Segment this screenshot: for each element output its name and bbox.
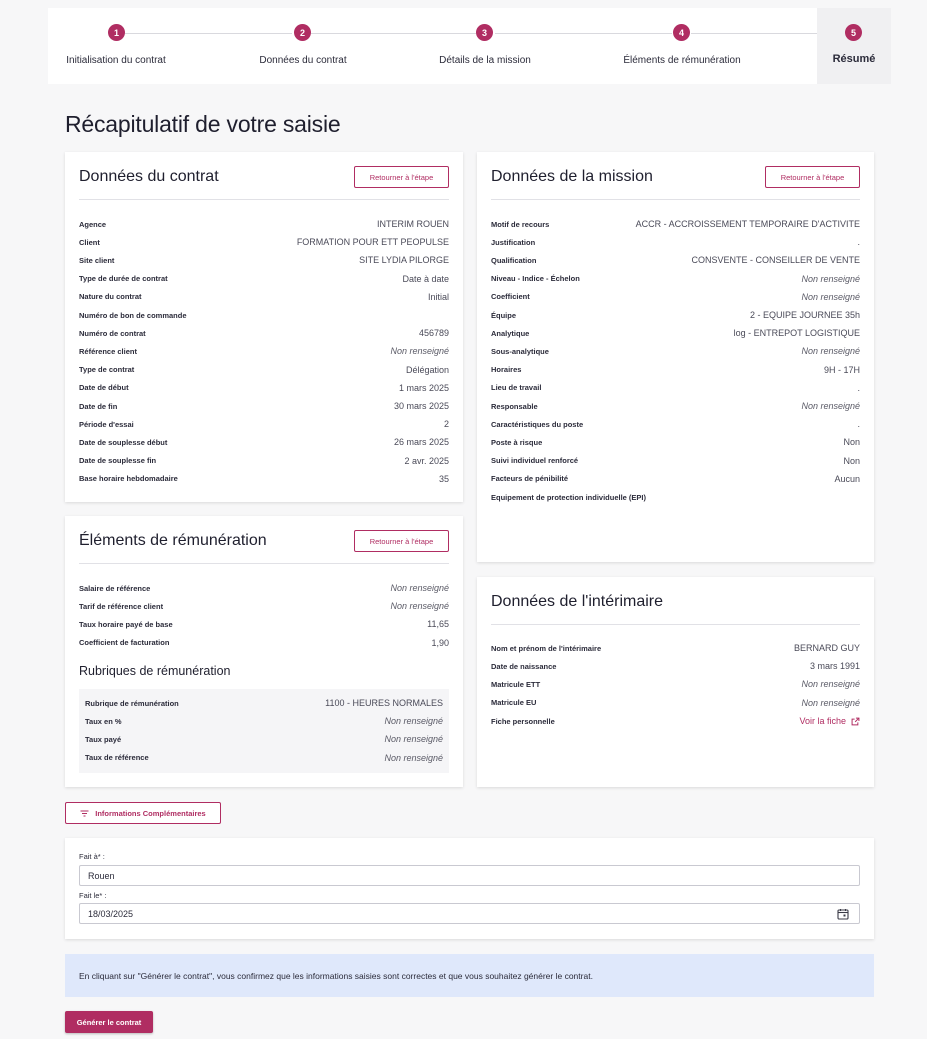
step-1[interactable] — [48, 8, 188, 84]
stepper — [48, 8, 891, 84]
mission-card — [477, 152, 874, 562]
info-row — [79, 344, 449, 358]
info-row-label: Coefficient — [491, 292, 530, 302]
rubriques-title: Rubriques de rémunération — [79, 664, 231, 678]
calendar-icon[interactable] — [837, 908, 849, 920]
step-number: 4 — [673, 24, 690, 41]
info-row-value: 3 mars 1991 — [809, 661, 860, 672]
divider — [79, 199, 449, 200]
fait-a-input[interactable] — [79, 865, 860, 886]
step-number: 3 — [476, 24, 493, 41]
step-2[interactable] — [233, 8, 373, 84]
info-row — [491, 454, 860, 468]
info-row-label: Date de naissance — [491, 661, 557, 671]
info-row — [79, 253, 449, 267]
info-row-label: Salaire de référence — [79, 583, 151, 593]
info-row-label: Horaires — [491, 365, 522, 375]
info-row-value: 30 mars 2025 — [393, 401, 449, 411]
info-row-label: Type de contrat — [79, 365, 135, 375]
info-row — [491, 235, 860, 249]
info-row-label: Matricule ETT — [491, 679, 541, 689]
info-row-label: Justification — [491, 237, 536, 247]
info-row — [79, 272, 449, 286]
info-row — [85, 714, 443, 728]
info-row — [491, 381, 860, 395]
fait-le-value: 18/03/2025 — [88, 908, 134, 919]
info-row-value: Non renseigné — [801, 273, 860, 284]
info-row-label: Sous-analytique — [491, 346, 549, 356]
info-row — [491, 417, 860, 431]
external-link-icon — [851, 717, 860, 726]
additional-info-button[interactable] — [65, 802, 221, 824]
info-row-label: Qualification — [491, 255, 537, 265]
info-row-value: 1,90 — [431, 637, 449, 648]
card-title: Éléments de rémunération — [79, 532, 267, 549]
divider — [491, 624, 860, 625]
info-row-label: Matricule EU — [491, 698, 537, 708]
info-row — [79, 326, 449, 340]
info-row — [79, 290, 449, 304]
info-row-label: Numéro de contrat — [79, 328, 146, 338]
info-row — [491, 677, 860, 691]
info-row-label: Taux de référence — [85, 753, 149, 763]
info-row — [79, 581, 449, 595]
info-row-label: Nature du contrat — [79, 292, 142, 302]
info-row-label: Caractéristiques du poste — [491, 419, 584, 429]
info-row — [79, 363, 449, 377]
info-row-value: FORMATION POUR ETT PEOPULSE — [296, 237, 449, 248]
info-row-value: log - ENTREPOT LOGISTIQUE — [733, 328, 860, 339]
info-row-label: Date de souplesse début — [79, 437, 168, 447]
fait-le-date-input[interactable] — [79, 903, 860, 924]
fait-a-value: Rouen — [88, 870, 115, 881]
info-row-value: 11,65 — [427, 619, 449, 630]
info-row-label: Niveau - Indice - Échelon — [491, 274, 580, 284]
view-sheet-link-text: Voir la fiche — [799, 716, 846, 726]
card-title: Données du contrat — [79, 168, 219, 185]
info-row — [491, 641, 860, 655]
info-row — [491, 696, 860, 710]
info-row-value: Non — [843, 455, 860, 466]
info-row-value: Non renseigné — [390, 346, 449, 357]
info-row — [85, 732, 443, 746]
info-row-label: Équipe — [491, 310, 517, 320]
info-row-label: Client — [79, 237, 100, 247]
info-row-value: Aucun — [834, 473, 860, 484]
step-number: 5 — [845, 24, 862, 41]
info-row-value: Non renseigné — [801, 291, 860, 302]
card-title: Données de l'intérimaire — [491, 593, 664, 610]
info-row-value: Initial — [427, 291, 449, 302]
contract-card — [65, 152, 463, 502]
info-row-label: Lieu de travail — [491, 383, 542, 393]
rubriques-box — [79, 689, 449, 773]
info-row — [491, 217, 860, 231]
info-row — [491, 435, 860, 449]
info-row-value: 2 — [443, 419, 449, 430]
info-row-value: 2 - EQUIPE JOURNEE 35h — [749, 310, 860, 320]
info-row-label: Type de durée de contrat — [79, 274, 168, 284]
divider — [491, 199, 860, 200]
info-row-value: . — [857, 419, 860, 430]
back-to-step-button[interactable]: Retourner à l'étape — [354, 166, 449, 188]
fiche-label: Fiche personnelle — [491, 716, 555, 726]
info-row-value: . — [857, 382, 860, 393]
info-row-value: Non renseigné — [390, 601, 449, 612]
info-row — [79, 399, 449, 413]
info-row — [491, 272, 860, 286]
info-row — [491, 253, 860, 267]
info-row — [79, 417, 449, 431]
info-row-label: Taux en % — [85, 716, 122, 726]
info-row-label: Site client — [79, 255, 115, 265]
back-to-step-button[interactable]: Retourner à l'étape — [354, 530, 449, 552]
info-row-value: 456789 — [418, 328, 449, 339]
card-title: Données de la mission — [491, 168, 653, 185]
info-row-label: Date de souplesse fin — [79, 456, 157, 466]
info-row — [79, 617, 449, 631]
confirmation-notice: En cliquant sur "Générer le contrat", vous confirmez que les informations saisies sont correctes et que vous souhaitez générer le contrat. — [65, 954, 874, 997]
info-row — [491, 490, 860, 504]
info-row-label: Responsable — [491, 401, 538, 411]
page-title: Récapitulatif de votre saisie — [65, 111, 341, 137]
info-row-label: Poste à risque — [491, 437, 543, 447]
info-row-value: Non renseigné — [384, 752, 443, 763]
info-row — [79, 217, 449, 231]
step-label: Éléments de rémunération — [623, 55, 741, 66]
fiche-row — [491, 714, 860, 728]
step-3[interactable] — [418, 8, 558, 84]
divider — [79, 563, 449, 564]
info-row-label: Analytique — [491, 328, 530, 338]
additional-info-label: Informations Complémentaires — [95, 808, 206, 818]
info-row-value: 2 avr. 2025 — [404, 455, 449, 466]
info-row — [79, 308, 449, 322]
info-row-label: Taux payé — [85, 734, 122, 744]
info-row-label: Nom et prénom de l'intérimaire — [491, 643, 602, 653]
info-row-value: ACCR - ACCROISSEMENT TEMPORAIRE D'ACTIVITE — [635, 219, 860, 229]
info-row — [79, 599, 449, 613]
remuneration-card — [65, 516, 463, 787]
info-row — [491, 659, 860, 673]
view-sheet-link[interactable] — [799, 716, 860, 726]
info-row-label: Agence — [79, 219, 107, 229]
info-row-value: INTERIM ROUEN — [377, 219, 449, 229]
info-row-value: 1100 - HEURES NORMALES — [325, 698, 443, 708]
fait-le-label: Fait le* : — [79, 891, 107, 900]
step-label: Données du contrat — [259, 55, 347, 66]
info-row-label: Motif de recours — [491, 219, 550, 229]
info-row — [491, 326, 860, 340]
info-row-value: Non renseigné — [801, 401, 860, 411]
info-row-value: Non renseigné — [384, 716, 443, 727]
info-row-value: 26 mars 2025 — [393, 437, 449, 448]
info-row — [79, 435, 449, 449]
info-row — [79, 235, 449, 249]
generate-contract-button[interactable]: Générer le contrat — [65, 1011, 153, 1033]
info-row-value: . — [857, 237, 860, 248]
info-row-label: Coefficient de facturation — [79, 638, 170, 648]
info-row — [79, 636, 449, 650]
info-row — [491, 290, 860, 304]
info-row-value: 1 mars 2025 — [398, 382, 449, 393]
signature-form — [65, 838, 874, 939]
interimaire-card — [477, 577, 874, 787]
info-row-value: Date à date — [402, 273, 449, 284]
fait-a-label: Fait à* : — [79, 852, 105, 861]
step-label: Initialisation du contrat — [66, 55, 166, 66]
info-row — [79, 472, 449, 486]
info-row-value: CONSVENTE - CONSEILLER DE VENTE — [691, 255, 860, 266]
info-row-label: Date de début — [79, 383, 129, 393]
info-row-value: 35 — [438, 473, 449, 484]
info-row-label: Date de fin — [79, 401, 118, 411]
step-number: 1 — [108, 24, 125, 41]
step-4[interactable] — [608, 8, 758, 84]
info-row-label: Référence client — [79, 346, 137, 356]
info-row-label: Facteurs de pénibilité — [491, 474, 569, 484]
info-row-value: BERNARD GUY — [793, 643, 860, 653]
info-row-value: 9H - 17H — [823, 364, 860, 375]
info-row-label: Période d'essai — [79, 419, 134, 429]
info-row-label: Tarif de référence client — [79, 601, 164, 611]
info-row-label: Taux horaire payé de base — [79, 619, 173, 629]
step-5[interactable] — [817, 8, 891, 84]
info-row — [79, 454, 449, 468]
step-number: 2 — [294, 24, 311, 41]
info-row-value: Non — [843, 437, 860, 448]
info-row-label: Base horaire hebdomadaire — [79, 474, 178, 484]
info-row-label: Suivi individuel renforcé — [491, 456, 579, 466]
info-row — [491, 399, 860, 413]
info-row — [79, 381, 449, 395]
step-label: Résumé — [832, 53, 876, 65]
info-row-label: Rubrique de rémunération — [85, 698, 179, 708]
info-row — [85, 751, 443, 765]
filter-icon — [80, 810, 89, 817]
info-row-value: Délégation — [405, 364, 449, 375]
info-row-label: Equipement de protection individuelle (EPI) — [491, 492, 647, 502]
info-row-value: Non renseigné — [801, 697, 860, 708]
info-row-value: Non renseigné — [384, 734, 443, 745]
info-row — [491, 308, 860, 322]
info-row — [491, 363, 860, 377]
info-row — [491, 344, 860, 358]
info-row-value: SITE LYDIA PILORGE — [359, 255, 449, 266]
info-row — [85, 696, 443, 710]
info-row-label: Numéro de bon de commande — [79, 310, 187, 320]
step-label: Détails de la mission — [439, 55, 531, 66]
info-row-value: Non renseigné — [801, 346, 860, 357]
info-row-value: Non renseigné — [801, 679, 860, 690]
info-row — [491, 472, 860, 486]
back-to-step-button[interactable]: Retourner à l'étape — [765, 166, 860, 188]
info-row-value: Non renseigné — [390, 583, 449, 593]
